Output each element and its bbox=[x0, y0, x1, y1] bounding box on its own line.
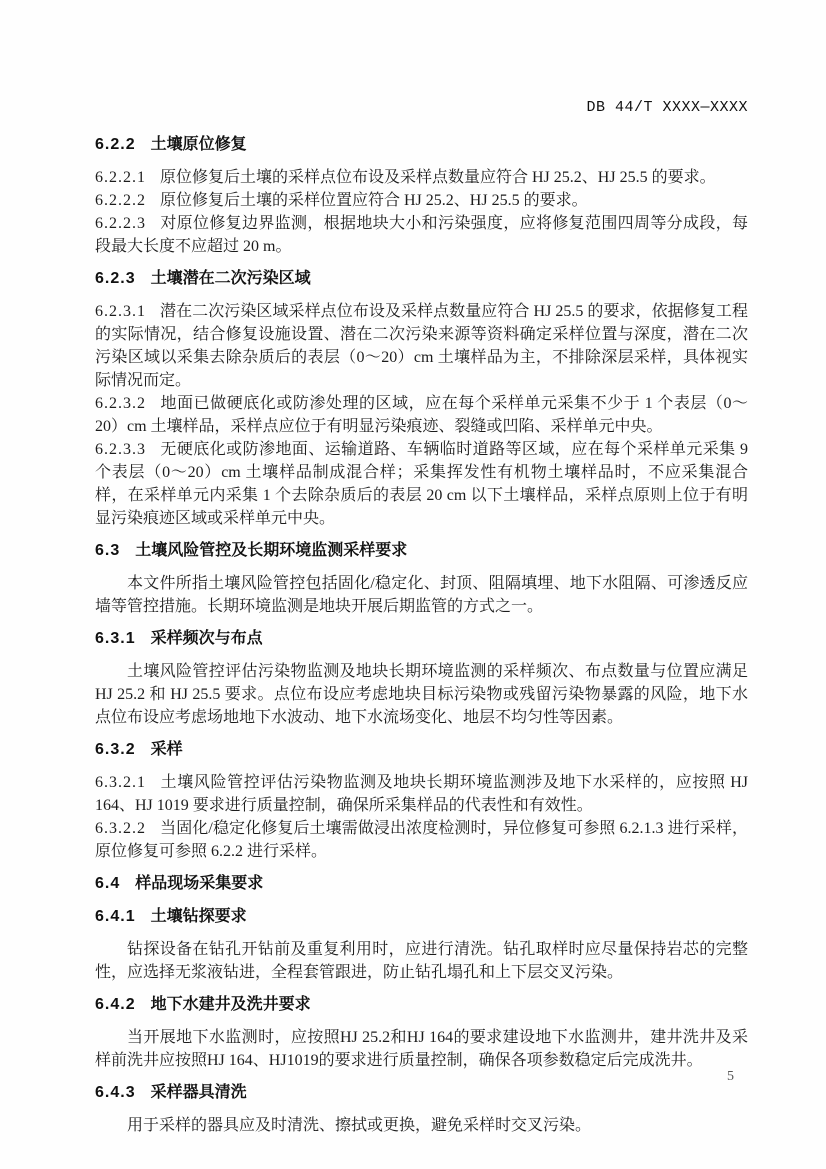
section-number: 6.3.1 bbox=[95, 630, 136, 647]
section-number: 6.3 bbox=[95, 542, 121, 559]
clause-number: 6.3.2.2 bbox=[95, 820, 146, 837]
clause-paragraph bbox=[95, 438, 748, 530]
section-number: 6.4.1 bbox=[95, 908, 136, 925]
clause-paragraph bbox=[95, 817, 748, 863]
clause-paragraph bbox=[95, 392, 748, 438]
clause-text: 对原位修复边界监测，根据地块大小和污染强度，应将修复范围四周等分成段，每段最大长度不应超过 20 m。 bbox=[95, 215, 748, 255]
section-heading bbox=[95, 905, 748, 929]
clause-number: 6.2.3.3 bbox=[95, 441, 146, 458]
clause-number: 6.2.2.2 bbox=[95, 192, 146, 209]
section-heading bbox=[95, 1081, 748, 1105]
clause-text: 原位修复后土壤的采样位置应符合 HJ 25.2、HJ 25.5 的要求。 bbox=[160, 192, 588, 209]
section-heading bbox=[95, 133, 748, 157]
section-number: 6.4.2 bbox=[95, 996, 136, 1013]
section-title: 采样器具清洗 bbox=[150, 1084, 247, 1101]
section-title: 土壤钻探要求 bbox=[150, 908, 247, 925]
body-paragraph: 本文件所指土壤风险管控包括固化/稳定化、封顶、阻隔填埋、地下水阻隔、可渗透反应墙等管控措施。长期环境监测是地块开展后期监管的方式之一。 bbox=[95, 575, 748, 615]
page-number: 5 bbox=[727, 1069, 734, 1084]
section-number: 6.4 bbox=[95, 875, 121, 892]
section-heading bbox=[95, 539, 748, 563]
clause-text: 当固化/稳定化修复后土壤需做浸出浓度检测时，异位修复可参照 6.2.1.3 进行采样，原位修复可参照 6.2.2 进行采样。 bbox=[95, 820, 748, 860]
clause-paragraph bbox=[95, 771, 748, 817]
body-paragraph: 用于采样的器具应及时清洗、擦拭或更换，避免采样时交叉污染。 bbox=[127, 1117, 592, 1134]
clause-text: 土壤风险管控评估污染物监测及地块长期环境监测涉及地下水采样的，应按照 HJ 164、HJ 1019 要求进行质量控制，确保所采集样品的代表性和有效性。 bbox=[95, 774, 748, 814]
clause-paragraph bbox=[95, 300, 748, 392]
section-number: 6.2.2 bbox=[95, 136, 136, 153]
section-title: 采样 bbox=[150, 741, 183, 758]
section-number: 6.2.3 bbox=[95, 270, 136, 287]
document-code-header: DB 44/T XXXX—XXXX bbox=[586, 99, 748, 116]
section-title: 采样频次与布点 bbox=[150, 630, 263, 647]
clause-paragraph bbox=[95, 212, 748, 258]
section-title: 土壤风险管控及长期环境监测采样要求 bbox=[135, 542, 408, 559]
document-body bbox=[95, 124, 748, 1137]
clause-number: 6.3.2.1 bbox=[95, 774, 146, 791]
clause-number: 6.2.2.1 bbox=[95, 169, 146, 186]
clause-number: 6.2.3.1 bbox=[95, 303, 146, 320]
section-number: 6.3.2 bbox=[95, 741, 136, 758]
clause-number: 6.2.2.3 bbox=[95, 215, 146, 232]
clause-text: 原位修复后土壤的采样点位布设及采样点数量应符合 HJ 25.2、HJ 25.5 的要求。 bbox=[160, 169, 716, 186]
clause-text: 潜在二次污染区域采样点位布设及采样点数量应符合 HJ 25.5 的要求，依据修复工程的实际情况，结合修复设施设置、潜在二次污染来源等资料确定采样位置与深度，潜在二次污染区域以采集去除杂质后的表层（0～20）cm 土壤样品为主，不排除深层采样，具体视实际情况而定。 bbox=[95, 303, 748, 389]
section-title: 样品现场采集要求 bbox=[135, 875, 264, 892]
section-title: 地下水建井及洗井要求 bbox=[150, 996, 311, 1013]
section-number: 6.4.3 bbox=[95, 1084, 136, 1101]
body-paragraph: 钻探设备在钻孔开钻前及重复利用时，应进行清洗。钻孔取样时应尽量保持岩芯的完整性，应选择无浆液钻进，全程套管跟进，防止钻孔塌孔和上下层交叉污染。 bbox=[95, 941, 748, 981]
clause-text: 地面已做硬底化或防渗处理的区域，应在每个采样单元采集不少于 1 个表层（0～20）cm 土壤样品，采样点应位于有明显污染痕迹、裂缝或凹陷、采样单元中央。 bbox=[95, 395, 748, 435]
section-heading bbox=[95, 993, 748, 1017]
body-paragraph: 当开展地下水监测时，应按照HJ 25.2和HJ 164的要求建设地下水监测井，建井洗井及采样前洗井应按照HJ 164、HJ1019的要求进行质量控制，确保各项参数稳定后完成洗井。 bbox=[95, 1029, 748, 1069]
clause-number: 6.2.3.2 bbox=[95, 395, 146, 412]
section-title: 土壤原位修复 bbox=[150, 136, 247, 153]
body-paragraph: 土壤风险管控评估污染物监测及地块长期环境监测的采样频次、布点数量与位置应满足 HJ 25.2 和 HJ 25.5 要求。点位布设应考虑地块目标污染物或残留污染物暴露的风险，地下水点位布设应考虑场地地下水波动、地下水流场变化、地层不均匀性等因素。 bbox=[95, 663, 748, 726]
clause-text: 无硬底化或防渗地面、运输道路、车辆临时道路等区域，应在每个采样单元采集 9 个表层（0～20）cm 土壤样品制成混合样；采集挥发性有机物土壤样品时，不应采集混合样，在采样单元内采集 1 个去除杂质后的表层 20 cm 以下土壤样品，采样点原则上位于有明显污染痕迹区域或采样单元中央。 bbox=[95, 441, 748, 527]
clause-paragraph bbox=[95, 166, 748, 189]
section-heading bbox=[95, 627, 748, 651]
section-heading bbox=[95, 872, 748, 896]
section-heading bbox=[95, 267, 748, 291]
section-heading bbox=[95, 738, 748, 762]
clause-paragraph bbox=[95, 189, 748, 212]
section-title: 土壤潜在二次污染区域 bbox=[150, 270, 311, 287]
